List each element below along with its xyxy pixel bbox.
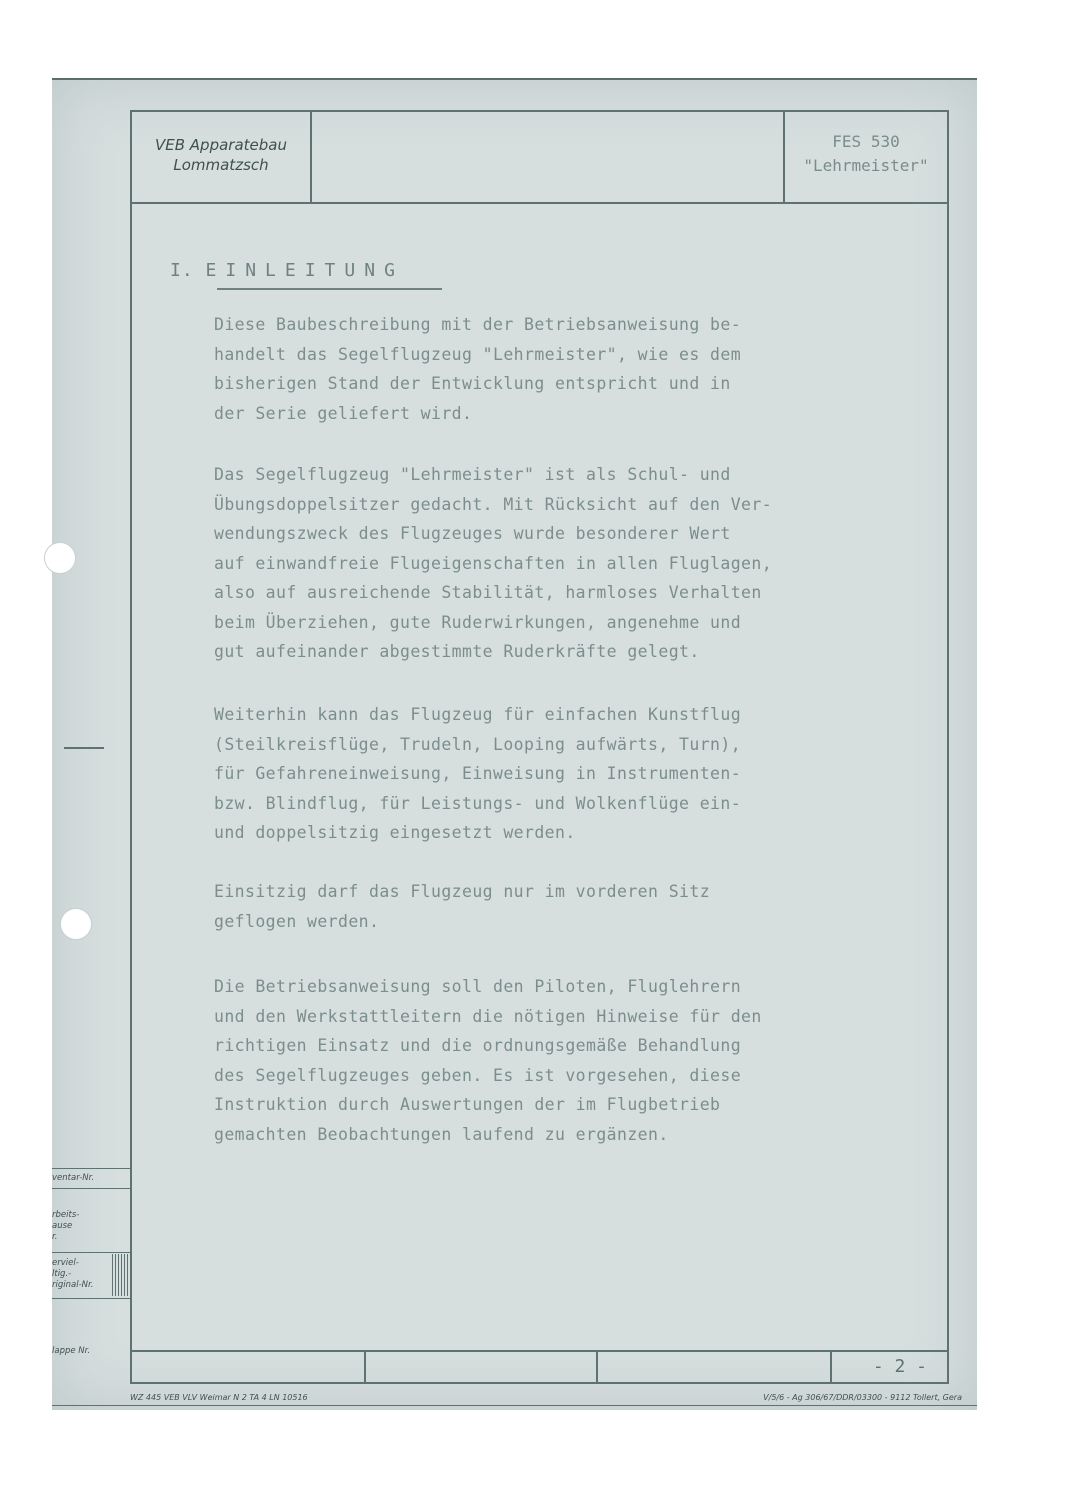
- paragraph-2: Das Segelflugzeug "Lehrmeister" ist als Schul- und Übungsdoppelsitzer gedacht. Mit Rücksicht auf den Ver- wendungszweck des Flugzeuges wurde besonderer Wert auf einwandfreie Flugeigenschaften in allen Fluglagen, also auf ausreichende Stabilität, harmloses Verhalten beim Überziehen, gute Ruderwirkungen, angenehme und gut aufeinander abgestimmte Ruderkräfte gelegt.: [214, 465, 773, 661]
- side-rule: [52, 1188, 130, 1189]
- paragraph-1: Diese Baubeschreibung mit der Betriebsanweisung be- handelt das Segelflugzeug "Lehrmeister", wie es dem bisherigen Stand der Entwicklung entspricht und in der Serie geliefert wird.: [214, 315, 742, 423]
- print-code-left: WZ 445 VEB VLV Weimar N 2 TA 4 LN 10516: [130, 1393, 308, 1402]
- paragraph-4: Einsitzig darf das Flugzeug nur im vorderen Sitz geflogen werden.: [214, 882, 711, 931]
- company-cell: [132, 112, 312, 202]
- section-heading: [170, 260, 404, 281]
- verviel-label: erviel- ltig.- riginal-Nr.: [52, 1258, 94, 1290]
- paragraph-3: Weiterhin kann das Flugzeug für einfachen Kunstflug (Steilkreisflüge, Trudeln, Looping aufwärts, Turn), für Gefahreneinweisung, Einweisung in Instrumenten- bzw. Blindflug, für Leistungs- und Wolkenflüge ein- und doppelsitzig eingesetzt werden.: [214, 705, 742, 842]
- fold-mark: [64, 747, 104, 749]
- model-code: FES 530: [832, 132, 900, 151]
- company-name-line2: Lommatzsch: [173, 156, 269, 174]
- footer-row: [132, 1350, 947, 1384]
- side-rule: [52, 1252, 130, 1253]
- mappe-label: lappe Nr.: [52, 1346, 91, 1356]
- punch-hole-bottom: [60, 908, 92, 940]
- punch-hole-top: [44, 542, 76, 574]
- inventar-label: ventar-Nr.: [52, 1173, 95, 1183]
- paragraph-5: Die Betriebsanweisung soll den Piloten, Fluglehrern und den Werkstattleitern die nötigen Hinweise für den richtigen Einsatz und die ordnungsgemäße Behandlung des Segelflugzeuges geben. Es ist vorgesehen, diese Instruktion durch Auswertungen der im Flugbetrieb gemachten Beobachtungen laufend zu ergänzen.: [214, 977, 762, 1144]
- footer-divider: [596, 1352, 598, 1384]
- print-baseline: [52, 1405, 977, 1406]
- header-block: [132, 112, 947, 204]
- print-code-right: V/5/6 - Ag 306/67/DDR/03300 - 9112 Tollert, Gera: [763, 1393, 962, 1402]
- heading-underline: [217, 288, 442, 290]
- footer-divider: [830, 1352, 832, 1384]
- section-number: I.: [170, 260, 194, 281]
- side-rule: [52, 1298, 130, 1299]
- footer-divider: [364, 1352, 366, 1384]
- page-number: - 2 -: [872, 1356, 927, 1377]
- model-cell: [783, 112, 947, 202]
- side-rule: [52, 1168, 130, 1169]
- form-frame: [130, 110, 949, 1384]
- model-name: "Lehrmeister": [803, 156, 929, 175]
- section-title: EINLEITUNG: [205, 260, 404, 281]
- arbeits-label: rbeits- ause r.: [52, 1210, 80, 1242]
- hatch-marks: [112, 1254, 128, 1296]
- company-name-line1: VEB Apparatebau: [155, 136, 287, 154]
- document-sheet: [52, 78, 977, 1410]
